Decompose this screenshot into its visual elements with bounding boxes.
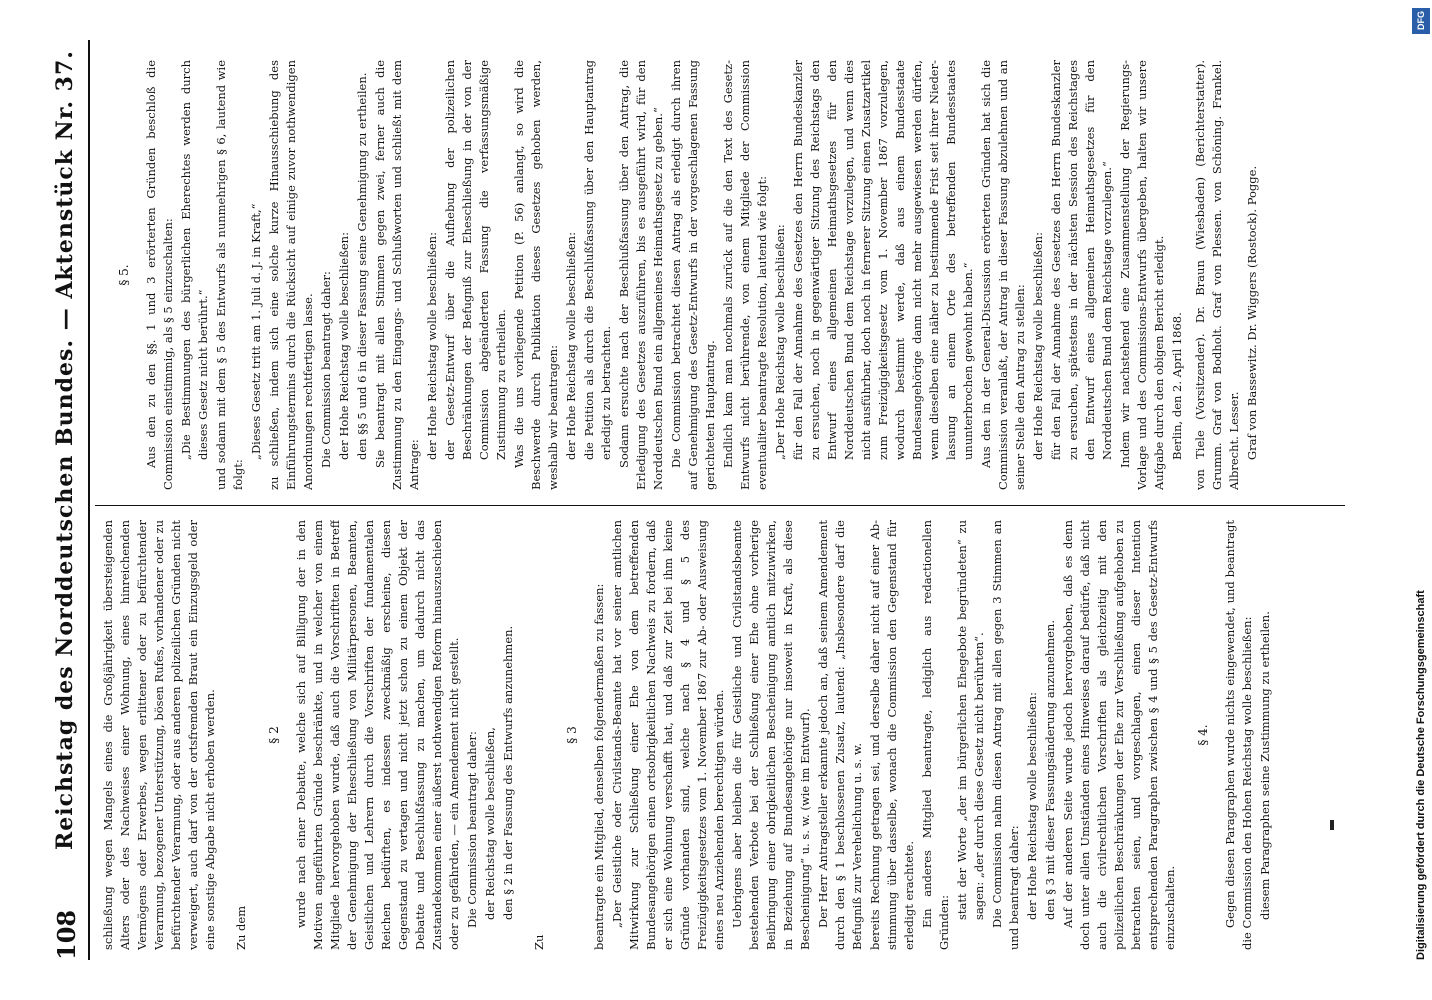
quote: „Der Hohe Reichstag wolle beschließen: — [773, 224, 787, 460]
motion-text: der Reichstag wolle beschließen, — [483, 727, 497, 920]
signatories: Graf von Bassewitz. Dr. Wiggers (Rostock). Pogge. — [1245, 165, 1259, 460]
paragraph: Aus den zu den §§. 1 und 3 erörterten Gründen beschloß die Commission einstimmig, als § 5 einzuschalten: — [144, 60, 175, 490]
motion-text: den § 2 in der Fassung des Entwurfs anzunehmen. — [501, 625, 515, 920]
quote: „Dieses Gesetz tritt am 1. Juli d. J. in Kraft,“ — [249, 203, 263, 460]
paragraph: Was die uns vorliegende Petition (P. 56) anlangt, so wird die Beschwerde durch Publikation dieses Gesetzes gehoben werden, weshalb wir beantragen: — [512, 60, 560, 490]
quote: für den Fall der Annahme des Gesetzes den Herrn Bundeskanzler zu ersuchen, noch in gegenwärtiger Sitzung des Reichstags den Entwurf eines allgemeinen Heimathsgesetzes für den Norddeutschen Bund dem Reichstage vorzulegen, und wenn dies nicht ausführbar, doch noch in fernerer Sitzung einen Zusatzartikel zum Freizügigkeitsgesetz vom 1. November 1867 vorzulegen, wodurch bestimmt werde, daß aus einem Bundesstaate Bundesangehörige dann nicht mehr ausgewiesen werden dürfen, wenn dieselben eine näher zu bestimmende Frist seit ihrer Niederlassung an einem Orte des betreffenden Bundesstaates ununterbrochen gewohnt haben.“ — [791, 60, 975, 460]
motion-text: der Hohe Reichstag wolle beschließen: — [1031, 232, 1045, 460]
motion-text: der Hohe Reichstag wolle beschließen: — [425, 232, 439, 460]
section-heading: § 2 — [267, 726, 281, 744]
paragraph: Ein anderes Mitglied beantragte, lediglich aus redactionellen Gründen: — [920, 520, 951, 950]
column-divider — [95, 505, 1345, 506]
motion-text: den §§ 5 und 6 in dieser Fassung seine Genehmigung zu ertheilen. — [355, 72, 369, 460]
motion-text: der Hohe Reichstag wolle beschließen: — [564, 232, 578, 460]
scan-artifact — [1330, 820, 1334, 830]
paragraph: Sodann ersuchte nach der Beschlußfassung über den Antrag, die Erledigung des Gesetzes auszuführen, bis es ausgeführt wird, für den Norddeutschen Bund ein allgemeines Heimathsgesetz zu geben.“ — [617, 60, 665, 490]
digitization-credit-text: Digitalisierung gefördert durch die Deutsche Forschungsgemeinschaft — [1415, 590, 1427, 960]
signatories: von Tiele (Vorsitzender). Dr. Braun (Wiesbaden) (Berichterstatter). Grumm. Graf von Bodholt. Graf von Plessen. von Schöning. Frankel. Albrecht. Lesser. — [1193, 60, 1241, 490]
paragraph: Sie beantragt mit allen Stimmen gegen zwei, ferner auch die Zustimmung zu den Eingangs- und Schlußworten und schließt mit dem Antrage: — [373, 60, 421, 490]
section-heading: § 4. — [1196, 724, 1210, 746]
motion-text: den § 3 mit dieser Fassungsänderung anzunehmen. — [1043, 620, 1057, 920]
paragraph: Auf der anderen Seite wurde jedoch hervorgehoben, daß es denn doch unter allen Umständen eines Hinweises darauf bedürfe, daß nicht auch die civilrechtlichen Vorschriften als gleichzeitig mit den polizeilichen Beschränkungen der Ehe zur Verschließung aufgehoben zu betrachten seien, und vorgeschlagen, einen dieser Intention entsprechenden Paragraphen zwischen § 4 und § 5 des Gesetz-Entwurfs einzuschalten. — [1061, 520, 1177, 950]
dfg-logo: DFG — [1412, 8, 1430, 34]
right-column — [100, 60, 1350, 490]
quote: „Die Bestimmungen des bürgerlichen Eherechtes werden durch dieses Gesetz nicht berührt.“ — [179, 60, 210, 460]
running-title: Reichstag des Norddeutschen Bundes. — Aktenstück Nr. 37. — [52, 50, 78, 850]
digitization-credit — [1415, 40, 1432, 960]
left-column — [100, 520, 1350, 950]
paragraph: Indem wir nachstehend eine Zusammenstellung der Regierungs-Vorlage und des Commissions-Entwurfs übergeben, halten wir unsere Aufgabe durch den obigen Bericht erledigt. — [1118, 60, 1166, 490]
motion-text: für den Fall der Annahme des Gesetzes den Herrn Bundeskanzler zu ersuchen, spätestens in der nächsten Session des Reichstages den Entwurf eines allgemeinen Heimathsgesetzes für den Norddeutschen Bund dem Reichstage vorzulegen.“ — [1049, 60, 1114, 460]
section-intro: Zu — [532, 934, 546, 950]
page-header — [48, 40, 88, 960]
section-heading: § 3 — [565, 726, 579, 744]
section-intro: Zu dem — [234, 905, 248, 950]
motion-text: diesem Paragraphen seine Zustimmung zu ertheilen. — [1258, 611, 1272, 920]
motion-text: die Petition als durch die Beschlußfassung über den Hauptantrag erledigt zu betrachten. — [582, 60, 613, 460]
paragraph: beantragte ein Mitglied, denselben folgendermaßen zu fassen: — [592, 583, 606, 950]
quote: „Der Geistliche oder Civilstands-Beamte hat vor seiner amtlichen Mitwirkung zur Schließung einer Ehe von dem betreffenden Bundesangehörigen einen ortsobrigkeitlichen Nachweis zu fordern, daß er sich eine Wohnung verschafft hat, und daß zur Zeit bei ihm keine Gründe vorhanden sind, welche nach § 4 und § 5 des Freizügigkeitsgesetzes vom 1. November 1867 zur Ab- oder Ausweisung eines neu Anziehenden berechtigen würden. — [610, 520, 726, 950]
date-line: Berlin, den 2. April 1868. — [1170, 312, 1184, 460]
paragraph: Die Commission nahm diesen Antrag mit allen gegen 3 Stimmen an und beantragt daher: — [990, 520, 1021, 950]
paragraph: zu schließen, indem sich eine solche kurze Hinausschiebung des Einführungstermins durch die Rücksicht auf einige zuvor nothwendigen Anordnungen rechtfertigen lasse. — [267, 60, 315, 490]
paragraph: Aus den in der General-Discussion erörterten Gründen hat sich die Commission veranlaßt, der Antrag in dieser Fassung abzulehnen und an seiner Stelle den Antrag zu stellen: — [979, 60, 1027, 490]
paragraph: schließung wegen Mangels eines die Großjährigkeit übersteigenden Alters oder des Nachweises einer Wohnung, eines hinreichenden Vermögens oder Erwerbes, wegen erlittener oder zu befürchtender Verarmung, bezogener Unterstützung, bösen Rufes, vorhandener oder zu befürchtender Verarmung, oder aus anderen polizeilichen Gründen nicht verweigert, auch darf von der ortsfremden Braut ein Einzugsgeld oder eine sonstige Abgabe nicht erhoben werden. — [101, 520, 217, 950]
paragraph: wurde nach einer Debatte, welche sich auf Billigung der in den Motiven angeführten Gründe beschränkte, und in welcher von einem Mitgliede hervorgehoben wurde, daß auch die Vorschriftten in Betreff der Genehmigung der Eheschließung von Militärpersonen, Beamten, Geistlichen und Lehrern durch die Vorschriften der fundamentalen Reichen bedürften, es indessen zweckmäßig erscheine, diesen Gegenstand zu vertagen und nicht jetzt schon zu einem Objekt der Debatte und Beschlußfassung zu machen, um dadurch nicht das Zustandekommen einer äußerst nothwendigen Reform hinauszuschieben oder zu gefährden, — ein Amendement nicht gestellt. — [294, 520, 461, 950]
paragraph: Die Commission beantragt daher: — [465, 731, 479, 928]
paragraph: bereits Rechnung getragen sei, und derselbe daher nicht auf einer Abstimmung über dasselbe, wonach die Commission den Gegenstand für erledigt erachtete. — [868, 520, 916, 950]
page-number: 108 — [52, 909, 81, 960]
quote: Uebrigens aber bleiben die für Geistliche und Civilstandsbeamte bestehenden Verbote bei der Schließung einer Ehe ohne vorherige Beibringung einer obrigkeitlichen Bescheinigung amtlich mitzuwirken, in Beziehung auf Bundesangehörige nur insoweit in Kraft, als diese Bescheinigung“ u. s. w. (wie im Entwurf). — [730, 520, 812, 950]
header-rule — [88, 40, 90, 960]
paragraph: Gegen diesen Paragraphen wurde nichts eingewendet, und beantragt die Commission den Hohen Reichstag wolle beschließen: — [1223, 520, 1254, 950]
paragraph: und sodann mit dem § 5 des Entwurfs als nunmehrigen § 6, lautend wie folgt: — [214, 60, 245, 490]
motion-text: der Hohe Reichstag wolle beschließen: — [337, 232, 351, 460]
motion-text: der Gesetz-Entwurf über die Aufhebung der polizeilichen Beschränkungen der Befugniß zur Eheschließung in der von der Commission abgeänderten Fassung die verfassungsmäßige Zustimmung zu ertheilen. — [443, 60, 508, 460]
section-heading: § 5. — [117, 264, 131, 286]
paragraph: Die Commission beantragt daher: — [319, 271, 333, 468]
motion-text: der Hohe Reichstag wolle beschließen: — [1025, 692, 1039, 920]
paragraph: Endlich kam man nochmals zurück auf die den Text des Gesetz-Entwurfs nicht berührende, von einem Mitgliede der Commission eventualiter beantragte Resolution, lautend wie folgt: — [721, 60, 769, 490]
paragraph: Die Commission betrachtet diesen Antrag als erledigt durch ihren auf Genehmigung des Gesetz-Entwurfs in der vorgeschlagenen Fassung gerichteten Hauptantrag. — [669, 60, 717, 490]
motion-text: statt der Worte „der im bürgerlichen Ehegebote begründeten“ zu sagen: „der durch diese Gesetz nicht berührten“. — [955, 520, 986, 920]
paragraph: Der Herr Antragsteller erkannte jedoch an, daß seinem Amendement durch den § 1 beschlossenen Zusatz, lautend: „Insbesondere darf die Befugniß zur Verehelichung u. s. w. — [816, 520, 864, 950]
